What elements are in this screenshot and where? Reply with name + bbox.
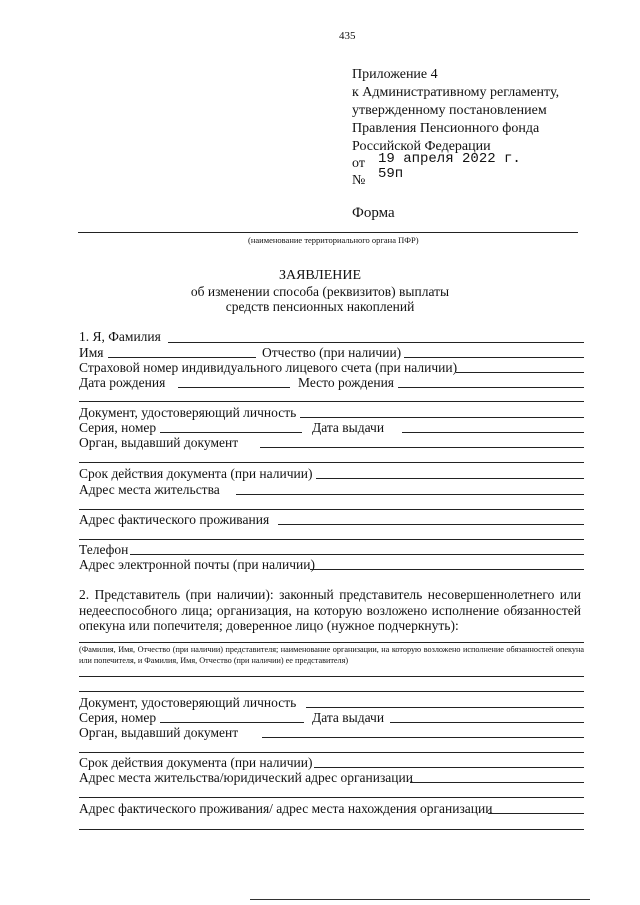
appendix-line-4: Правления Пенсионного фонда [352,121,540,136]
series-number-field[interactable] [160,432,302,433]
issuer-label: Орган, выдавший документ [79,435,239,450]
rep-validity-field[interactable] [314,767,584,768]
page-number: 435 [339,30,356,42]
rep-legal-address-label: Адрес места жительства/юридический адрес организации [79,770,413,785]
issue-date-label: Дата выдачи [312,420,385,435]
name-field[interactable] [108,357,256,358]
validity-field[interactable] [316,478,584,479]
name-label: Имя [79,345,104,360]
rep-issuer-field[interactable] [262,737,584,738]
number-value: 59п [378,166,404,182]
email-field[interactable] [310,569,584,570]
rep-legal-address-field[interactable] [410,782,584,783]
representative-name-field[interactable] [79,642,584,643]
rep-validity-label: Срок действия документа (при наличии) [79,755,313,770]
rep-issue-date-label: Дата выдачи [312,710,385,725]
appendix-title: Приложение 4 [352,67,438,82]
email-label: Адрес электронной почты (при наличии) [79,557,315,572]
id-doc-label: Документ, удостоверяющий личность [79,405,297,420]
issuer-field[interactable] [260,447,584,448]
date-value: 19 апреля 2022 г. [378,151,521,167]
surname-field[interactable] [168,342,584,343]
rep-issue-date-field[interactable] [390,722,584,723]
id-doc-field[interactable] [300,417,584,418]
surname-label: 1. Я, Фамилия [79,329,161,344]
phone-field[interactable] [130,554,584,555]
patronymic-field[interactable] [404,357,584,358]
series-number-label: Серия, номер [79,420,157,435]
rep-series-number-field[interactable] [160,722,304,723]
date-prefix: от [352,156,365,171]
snils-field[interactable] [456,372,584,373]
phone-label: Телефон [79,542,129,557]
rep-actual-address-field-2[interactable] [79,829,584,830]
representative-caption: (Фамилия, Имя, Отчество (при наличии) представителя; наименование организации, на которую возложено исполнение обязанностей опекуна или попечителя, и Фамилия, Имя, Отчество (при наличии) ее представителя) [79,645,584,665]
actual-address-field[interactable] [278,524,584,525]
validity-label: Срок действия документа (при наличии) [79,466,313,481]
birth-date-label: Дата рождения [79,375,166,390]
statement-title: ЗАЯВЛЕНИЕ [278,268,362,283]
representative-intro: 2. Представитель (при наличии): законный представитель несовершеннолетнего или недееспособного лица; организация, на которую возложено исполнение обязанностей опекуна или попечителя; доверенное лицо (нужное подчеркнуть): [79,587,581,633]
appendix-line-2: к Административному регламенту, [352,85,560,100]
issue-date-field[interactable] [402,432,584,433]
appendix-line-5: Российской Федерации [352,139,491,154]
birth-place-label: Место рождения [298,375,395,390]
patronymic-label: Отчество (при наличии) [262,345,402,360]
statement-subtitle-1: об изменении способа (реквизитов) выплаты [190,284,450,299]
representative-name-field-2[interactable] [79,676,584,677]
birth-place-field-2[interactable] [79,401,584,402]
form-label: Форма [352,205,395,221]
actual-address-label: Адрес фактического проживания [79,512,270,527]
rep-actual-address-label: Адрес фактического проживания/ адрес места нахождения организации [79,801,493,816]
appendix-line-3: утвержденному постановлением [352,103,547,118]
actual-address-field-2[interactable] [79,539,584,540]
rep-id-doc-field[interactable] [306,707,584,708]
org-name-line[interactable] [78,232,578,233]
birth-place-field[interactable] [398,387,584,388]
scan-edge-line [250,899,590,900]
residence-field-2[interactable] [79,509,584,510]
rep-actual-address-field[interactable] [488,813,584,814]
rep-issuer-field-2[interactable] [79,752,584,753]
statement-subtitle-2: средств пенсионных накоплений [225,299,415,314]
residence-field[interactable] [236,494,584,495]
residence-label: Адрес места жительства [79,482,220,497]
rep-id-doc-label: Документ, удостоверяющий личность [79,695,297,710]
snils-label: Страховой номер индивидуального лицевого счета (при наличии) [79,360,458,375]
number-prefix: № [352,173,366,188]
rep-legal-address-field-2[interactable] [79,797,584,798]
rep-issuer-label: Орган, выдавший документ [79,725,239,740]
issuer-field-2[interactable] [79,462,584,463]
rep-series-number-label: Серия, номер [79,710,157,725]
org-caption: (наименование территориального органа ПФР) [248,235,419,245]
representative-name-field-3[interactable] [79,691,584,692]
birth-date-field[interactable] [178,387,290,388]
